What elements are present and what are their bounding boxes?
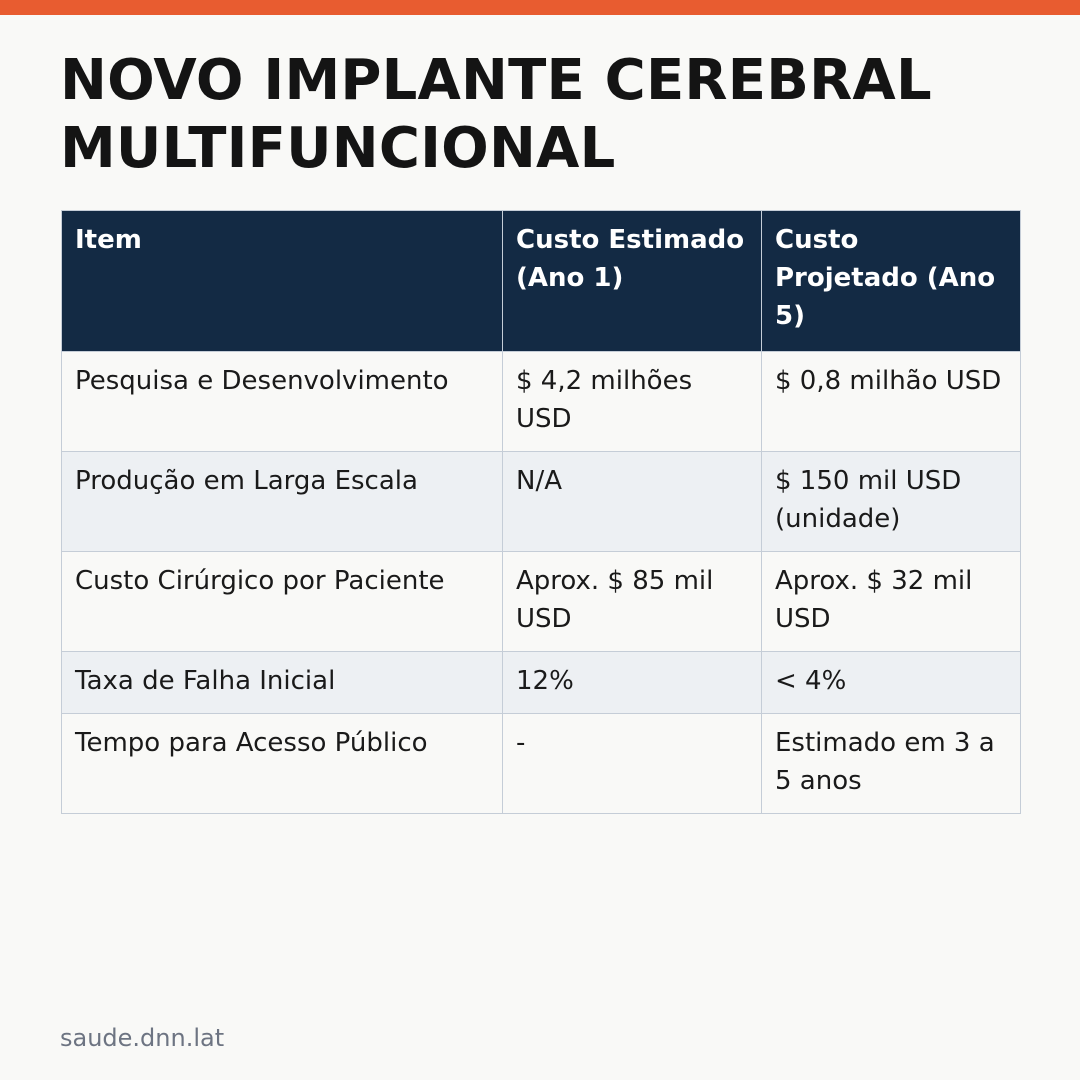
table-row — [62, 552, 1021, 652]
cell-item: Produção em Larga Escala — [62, 452, 503, 552]
accent-top-bar — [0, 0, 1080, 15]
cell-cost-year-5: < 4% — [762, 652, 1021, 714]
cell-cost-year-5: $ 150 mil USD (unidade) — [762, 452, 1021, 552]
table-row — [62, 452, 1021, 552]
footer-source: saude.dnn.lat — [60, 1024, 225, 1052]
title-line-2: MULTIFUNCIONAL — [60, 116, 616, 181]
cell-cost-year-1: - — [503, 714, 762, 814]
table-row — [62, 352, 1021, 452]
cell-cost-year-5: Estimado em 3 a 5 anos — [762, 714, 1021, 814]
page-title — [60, 47, 1020, 183]
cell-cost-year-5: Aprox. $ 32 mil USD — [762, 552, 1021, 652]
cell-cost-year-1: N/A — [503, 452, 762, 552]
cell-cost-year-1: $ 4,2 milhões USD — [503, 352, 762, 452]
table-row — [62, 714, 1021, 814]
title-line-1: NOVO IMPLANTE CEREBRAL — [60, 48, 932, 113]
cell-item: Tempo para Acesso Público — [62, 714, 503, 814]
cell-cost-year-5: $ 0,8 milhão USD — [762, 352, 1021, 452]
cell-item: Custo Cirúrgico por Paciente — [62, 552, 503, 652]
cell-item: Pesquisa e Desenvolvimento — [62, 352, 503, 452]
cost-table — [61, 210, 1021, 814]
table-header-row — [62, 211, 1021, 352]
header-item: Item — [62, 211, 503, 352]
cell-cost-year-1: 12% — [503, 652, 762, 714]
table-row — [62, 652, 1021, 714]
header-cost-year-5: Custo Projetado (Ano 5) — [762, 211, 1021, 352]
cell-item: Taxa de Falha Inicial — [62, 652, 503, 714]
header-cost-year-1: Custo Estimado (Ano 1) — [503, 211, 762, 352]
cell-cost-year-1: Aprox. $ 85 mil USD — [503, 552, 762, 652]
